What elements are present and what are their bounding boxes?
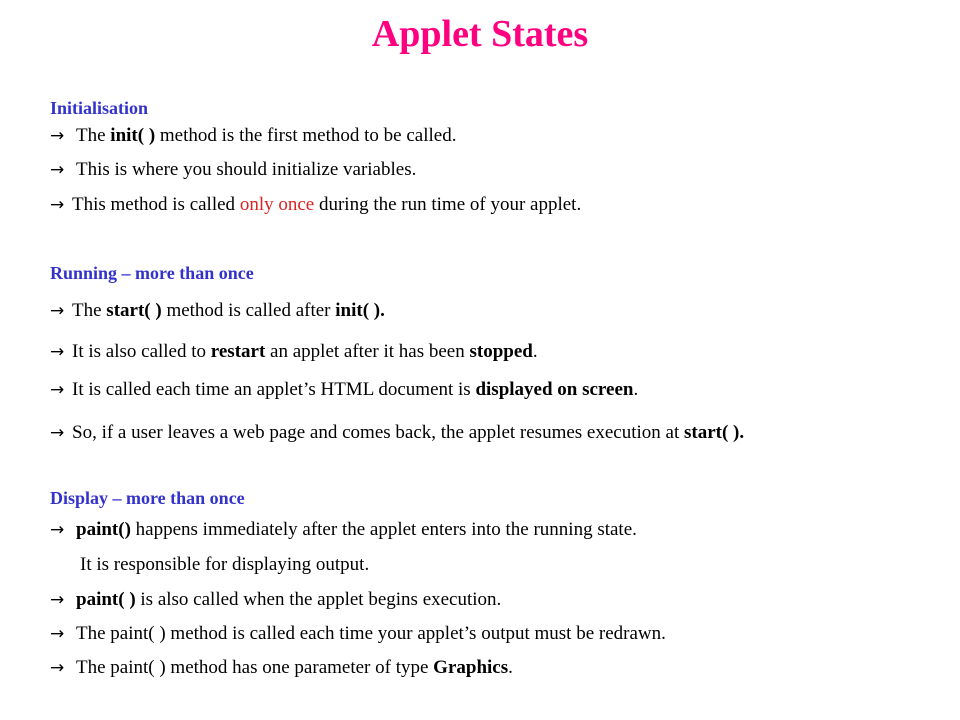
bullet-init-3: → This method is called only once during the run time of your applet. xyxy=(50,194,582,215)
right-arrow-icon: → xyxy=(50,126,65,146)
bullet-running-2: → It is also called to restart an applet after it has been stopped. xyxy=(50,341,538,362)
right-arrow-icon: → xyxy=(50,301,65,321)
right-arrow-icon: → xyxy=(50,423,65,443)
section-heading-initialisation: Initialisation xyxy=(50,98,149,118)
bullet-init-1: → The init( ) method is the first method to be called. xyxy=(50,125,457,146)
right-arrow-icon: → xyxy=(50,195,65,215)
right-arrow-icon: → xyxy=(50,624,65,644)
section-heading-running: Running – more than once xyxy=(50,263,254,283)
right-arrow-icon: → xyxy=(50,342,65,362)
bullet-display-3: → The paint( ) method is called each time your applet’s output must be redrawn. xyxy=(50,623,666,644)
bullet-display-1: → paint() happens immediately after the applet enters into the running state. xyxy=(50,519,637,540)
bullet-init-2: → This is where you should initialize variables. xyxy=(50,159,417,180)
display-note: It is responsible for displaying output. xyxy=(80,554,370,575)
right-arrow-icon: → xyxy=(50,380,65,400)
right-arrow-icon: → xyxy=(50,160,65,180)
bullet-running-4: → So, if a user leaves a web page and comes back, the applet resumes execution at start( ). xyxy=(50,422,745,443)
right-arrow-icon: → xyxy=(50,590,65,610)
right-arrow-icon: → xyxy=(50,658,65,678)
bullet-display-2: → paint( ) is also called when the applet begins execution. xyxy=(50,589,502,610)
slide-title: Applet States xyxy=(371,13,589,55)
bullet-running-1: → The start( ) method is called after init( ). xyxy=(50,300,385,321)
section-heading-display: Display – more than once xyxy=(50,488,245,508)
right-arrow-icon: → xyxy=(50,520,65,540)
bullet-display-4: → The paint( ) method has one parameter of type Graphics. xyxy=(50,657,513,678)
bullet-running-3: → It is called each time an applet’s HTML document is displayed on screen. xyxy=(50,379,639,400)
